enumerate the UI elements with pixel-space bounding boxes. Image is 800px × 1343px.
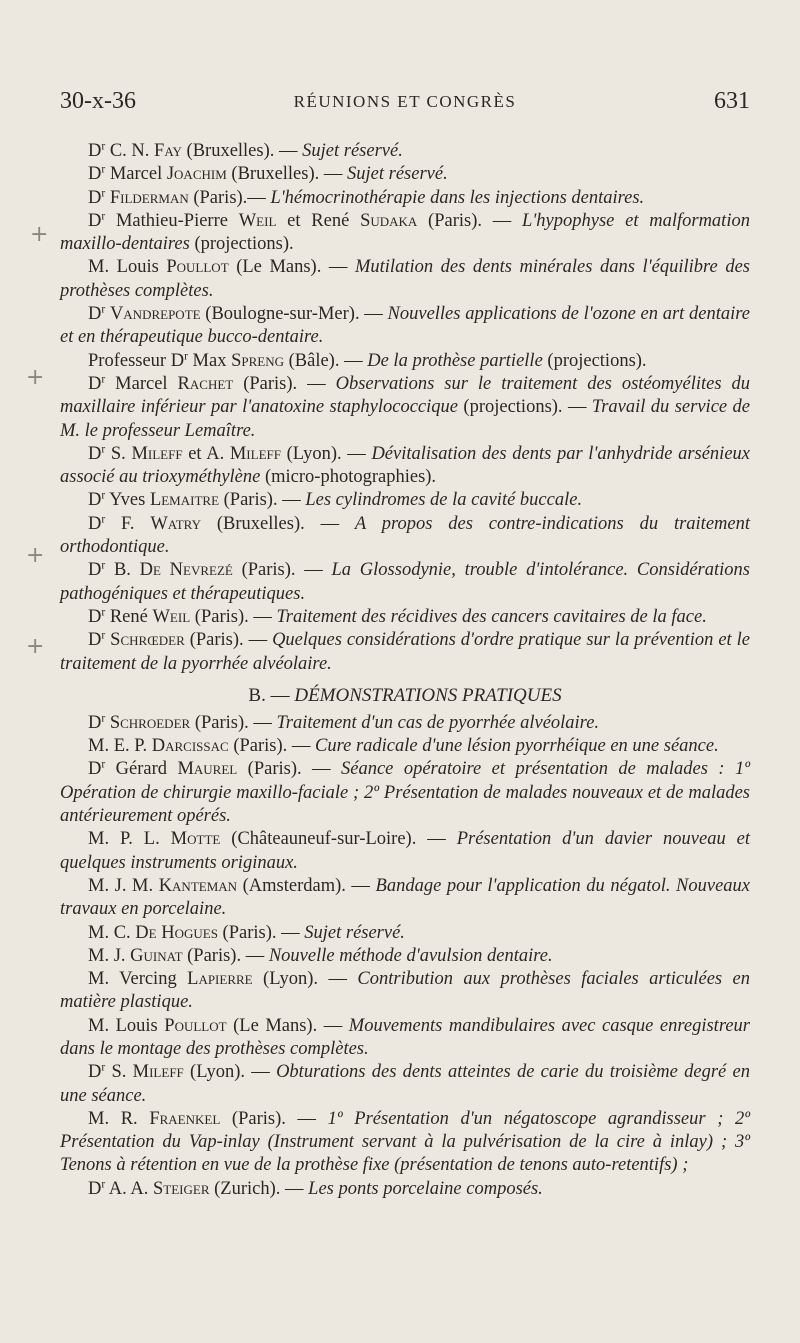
margin-annotation: +: [30, 222, 49, 247]
entry: $D^r$ Marcel Joachim (Bruxelles). — Sujet réservé.: [88, 164, 448, 185]
entry: $D^r$ Filderman (Paris).— L'hémocrinothérapie dans les injections dentaires.: [88, 187, 645, 208]
entry: M. R. Fraenkel (Paris). — 1º Présentation d'un négatoscope agrandisseur ; 2º Présentation du Vap-inlay (Instrument servant à la pulvérisation de la cire à inlay) ; 3º Tenons à rétention en vue de la prothèse fixe (présentation de tenons auto-retentifs) ;: [60, 1108, 750, 1176]
entry: $D^r$ Schrœder (Paris). — Quelques considérations d'ordre pratique sur la prévention et le traitement de la pyorrhée alvéolaire.: [60, 629, 750, 674]
demonstrations-list: [60, 712, 750, 1201]
entry: M. Louis Poullot (Le Mans). — Mouvements mandibulaires avec casque enregistreur dans le montage des prothèses complètes.: [60, 1015, 750, 1059]
margin-annotation: +: [26, 543, 45, 568]
entry: $D^r$ S. Mileff et A. Mileff (Lyon). — Dévitalisation des dents par l'anhydride arsénieux associé au trioxyméthylène (micro-photographies).: [60, 443, 750, 488]
header-date: 30-x-36: [60, 88, 136, 114]
entry: $D^r$ Gérard Maurel (Paris). — Séance opératoire et présentation de malades : 1º Opération de chirurgie maxillo-faciale ; 2º Présentation de malades nouveaux et de malades antérieurement opérés.: [60, 759, 750, 827]
entry: M. P. L. Motte (Châteauneuf-sur-Loire). — Présentation d'un davier nouveau et quelques instruments originaux.: [60, 829, 750, 873]
margin-annotation: +: [26, 365, 45, 390]
entry: $D^r$ Vandrepote (Boulogne-sur-Mer). — Nouvelles applications de l'ozone en art dentaire et en thérapeutique bucco-dentaire.: [60, 303, 751, 348]
entry: $D^r$ Marcel Rachet (Paris). — Observations sur le traitement des ostéomyélites du maxillaire inférieur par l'anatoxine staphylococcique (projections). — Travail du service de M. le professeur Lemaître.: [60, 373, 751, 441]
entry: M. C. De Hogues (Paris). — Sujet réservé.: [88, 922, 405, 943]
entry: $D^r$ Schroeder (Paris). — Traitement d'un cas de pyorrhée alvéolaire.: [88, 712, 600, 733]
entry: $D^r$ Mathieu-Pierre Weil et René Sudaka (Paris). — L'hypophyse et malformation maxillo-dentaires (projections).: [60, 210, 750, 255]
body-text: [60, 140, 750, 1201]
entry: $D^r$ S. Mileff (Lyon). — Obturations des dents atteintes de carie du troisième degré en une séance.: [60, 1061, 750, 1106]
communications-list: [60, 140, 750, 676]
entry: M. Louis Poullot (Le Mans). — Mutilation des dents minérales dans l'équilibre des prothèses complètes.: [60, 257, 750, 301]
entry: $D^r$ Yves Lemaitre (Paris). — Les cylindromes de la cavité buccale.: [88, 490, 583, 511]
entry: M. Vercing Lapierre (Lyon). — Contribution aux prothèses faciales articulées en matière plastique.: [60, 969, 751, 1013]
running-header: [60, 88, 750, 118]
page-number: 631: [714, 88, 750, 114]
section-heading: B. — DÉMONSTRATIONS PRATIQUES: [248, 684, 562, 706]
entry: $D^r$ C. N. Fay (Bruxelles). — Sujet réservé.: [88, 140, 403, 161]
entry: $D^r$ B. De Nevrezé (Paris). — La Glossodynie, trouble d'intolérance. Considérations pathogéniques et thérapeutiques.: [60, 560, 750, 604]
entry: $D^r$ A. A. Steiger (Zurich). — Les ponts porcelaine composés.: [88, 1178, 543, 1199]
entry: $D^r$ F. Watry (Bruxelles). — A propos des contre-indications du traitement orthodontique.: [60, 513, 750, 558]
entry: $D^r$ René Weil (Paris). — Traitement des récidives des cancers cavitaires de la face.: [88, 606, 707, 627]
entry: M. E. P. Darcissac (Paris). — Cure radicale d'une lésion pyorrhéique en une séance.: [88, 736, 719, 757]
entry: M. J. Guinat (Paris). — Nouvelle méthode d'avulsion dentaire.: [88, 945, 553, 966]
margin-annotation: +: [26, 634, 45, 659]
header-title: RÉUNIONS ET CONGRÈS: [293, 92, 517, 111]
entry: M. J. M. Kanteman (Amsterdam). — Bandage pour l'application du négatol. Nouveaux travaux en porcelaine.: [60, 875, 751, 920]
entry: Professeur $D^r$ Max Spreng (Bâle). — De la prothèse partielle (projections).: [88, 350, 647, 371]
